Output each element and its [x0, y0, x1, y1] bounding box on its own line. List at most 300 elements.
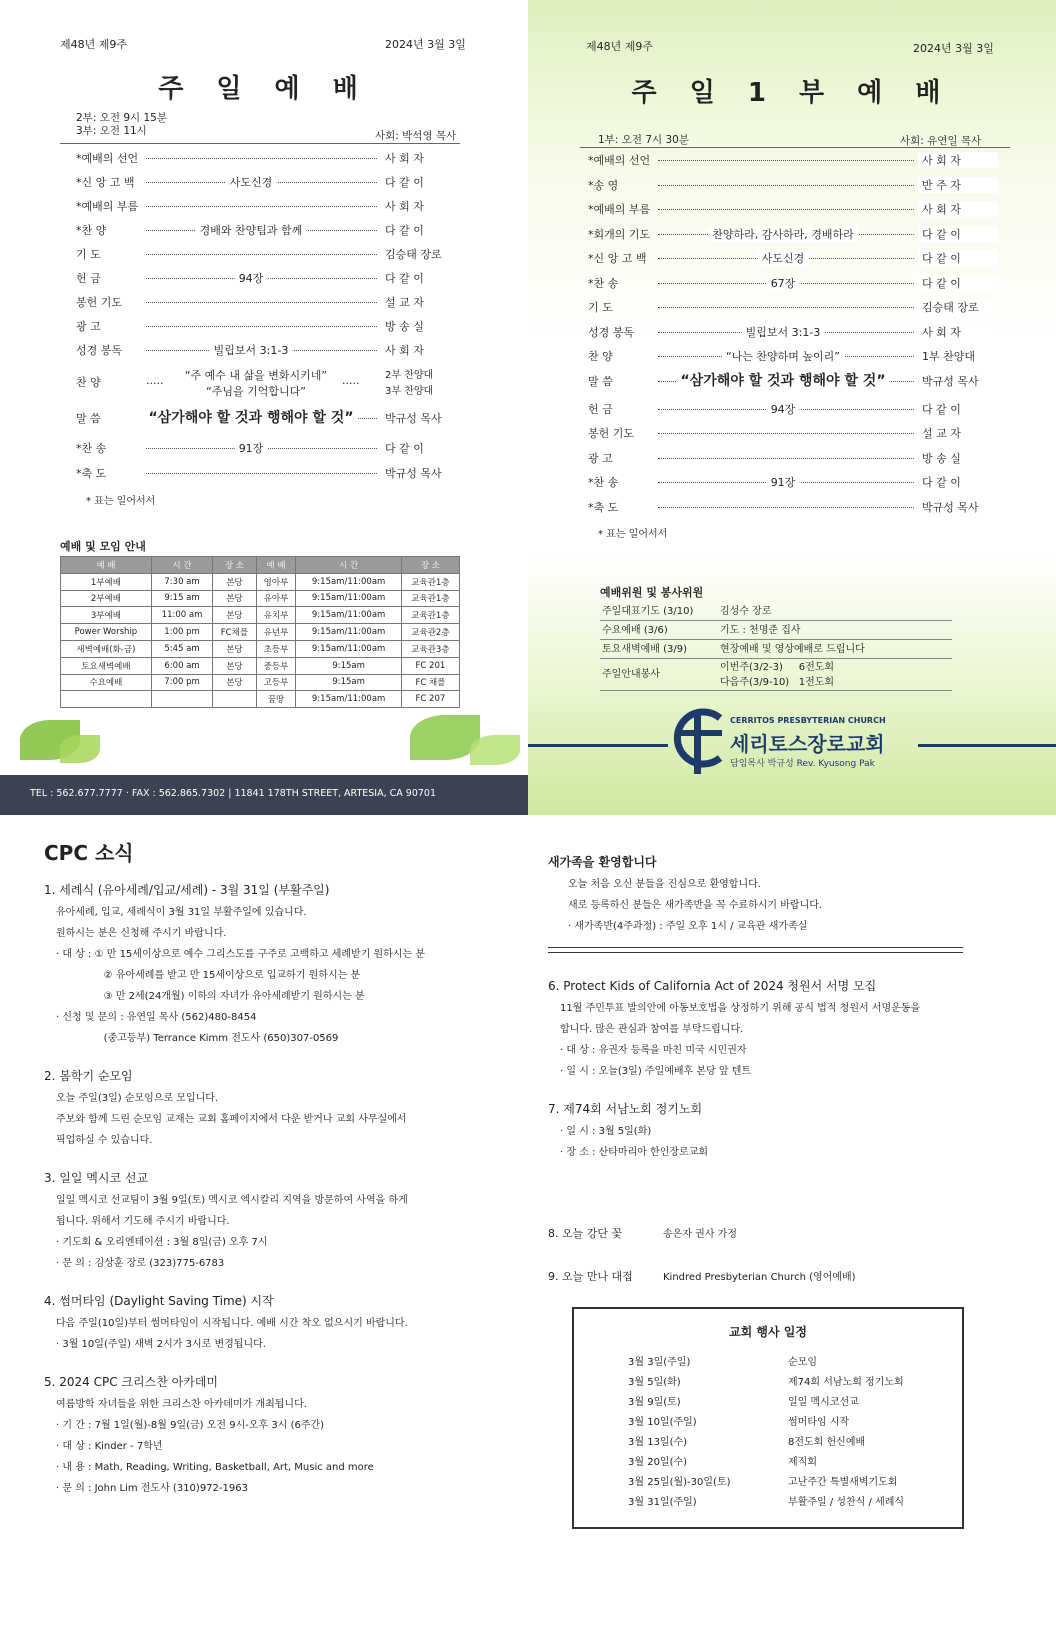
news-line: ② 유아세례를 받고 만 15세이상으로 입교하기 원하시는 분 — [56, 970, 361, 981]
item-content: 94장 — [767, 401, 800, 417]
table-cell: 새벽예배(화-금) — [61, 640, 152, 657]
item-responsible: 설 교 자 — [381, 294, 461, 310]
committee-row — [600, 621, 952, 640]
news-line: 됩니다. 위해서 기도해 주시기 바랍니다. — [56, 1216, 230, 1227]
dot-leader — [146, 158, 377, 159]
item-responsible: 다 같 이 — [918, 275, 998, 291]
worship-item — [76, 294, 456, 318]
news-item — [44, 1373, 504, 1499]
event-row — [628, 1373, 948, 1393]
news-item — [44, 1169, 504, 1274]
table-cell: Power Worship — [61, 624, 152, 641]
table-cell — [151, 691, 212, 708]
item-label: *신 앙 고 백 — [588, 252, 647, 265]
item-label: *찬 양 — [76, 224, 107, 237]
item-label: *예배의 부름 — [588, 203, 651, 216]
service-time: 1부: 오전 7시 30분 — [598, 134, 689, 146]
news-line: 일일 멕시코 선교팀이 3월 9일(토) 멕시코 엑시칼리 지역을 방문하여 사역을 하게 — [56, 1195, 408, 1206]
divider — [548, 947, 963, 953]
worship-item — [588, 299, 1008, 323]
item-label: *예배의 선언 — [76, 152, 139, 165]
item-label: 성경 봉독 — [588, 325, 635, 339]
meal-value: Kindred Presbyterian Church (영어예배) — [663, 1272, 856, 1283]
item-label: *회개의 기도 — [588, 227, 651, 241]
table-header-row — [61, 557, 460, 574]
news-page-right — [528, 815, 1056, 1632]
table-cell: 중등부 — [256, 657, 296, 674]
item-label: *축 도 — [588, 500, 619, 514]
table-row — [61, 590, 460, 607]
news-item — [548, 977, 978, 1082]
table-cell: 토요새벽예배 — [61, 657, 152, 674]
news-line: · 일 시 : 3월 5일(화) — [560, 1126, 652, 1137]
table-cell: 본당 — [213, 590, 256, 607]
news-item — [44, 1067, 504, 1151]
worship-item — [588, 226, 1008, 250]
item-responsible: 방 송 실 — [381, 318, 461, 334]
event-row — [628, 1433, 948, 1453]
committee-row — [600, 602, 952, 621]
table-cell: 유치부 — [256, 607, 296, 624]
committee-row — [600, 659, 952, 691]
flowers-heading: 8. 오늘 강단 꽃 — [548, 1227, 623, 1240]
table-cell: 본당 — [213, 674, 256, 691]
committee-row — [600, 640, 952, 659]
table-cell: 꿈땅 — [256, 691, 296, 708]
order-of-worship — [76, 150, 456, 510]
table-cell: 유년부 — [256, 624, 296, 641]
committee-member: 현장예배 및 영상예배로 드립니다 — [720, 644, 865, 655]
news-item — [44, 881, 504, 1049]
news-heading: 3. 일일 멕시코 선교 — [44, 1171, 149, 1185]
table-cell — [61, 691, 152, 708]
item-content: 사도신경 — [226, 174, 277, 190]
item-responsible: 박규성 목사 — [918, 373, 998, 389]
item-responsible: 박규성 목사 — [918, 499, 998, 515]
table-cell: 1부예배 — [61, 573, 152, 590]
meal-heading: 9. 오늘 만나 대접 — [548, 1270, 633, 1283]
item-label: 헌 금 — [76, 272, 101, 285]
event-row — [628, 1473, 948, 1493]
worship-item — [76, 222, 456, 246]
event-name: 썸머타임 시작 — [788, 1417, 850, 1428]
event-row — [628, 1493, 948, 1513]
item-label: 말 씀 — [588, 374, 613, 388]
event-date: 3월 5일(화) — [628, 1377, 681, 1388]
table-cell: 본당 — [213, 573, 256, 590]
item-label: *예배의 선언 — [588, 154, 651, 167]
news-heading: 5. 2024 CPC 크리스찬 아카데미 — [44, 1375, 218, 1389]
table-cell: 본당 — [213, 657, 256, 674]
event-row — [628, 1393, 948, 1413]
event-name: 제직회 — [788, 1457, 817, 1468]
table-cell: 유아부 — [256, 590, 296, 607]
item-label: *찬 송 — [588, 276, 619, 290]
anthem-titles — [176, 368, 336, 400]
news-heading: 4. 썸머타임 (Daylight Saving Time) 시작 — [44, 1294, 274, 1308]
table-cell: FC 207 — [401, 691, 459, 708]
item-content: 경배와 찬양팀과 함께 — [196, 222, 307, 238]
committee-member: 김성수 장로 — [720, 606, 772, 617]
item-label: 기 도 — [588, 301, 613, 314]
schedule-title: 예배 및 모임 안내 — [60, 540, 146, 553]
column-header: 장 소 — [401, 557, 459, 574]
dot-leader — [658, 185, 914, 186]
worship-item — [76, 270, 456, 294]
news-line: · 3월 10일(주일) 새벽 2시가 3시로 변경됩니다. — [56, 1339, 266, 1350]
dot-leader — [658, 458, 914, 459]
item-label: *축 도 — [76, 467, 107, 480]
sermon-item — [76, 410, 456, 434]
dot-leader — [658, 507, 914, 508]
dot-leader — [146, 206, 377, 207]
news-line: (중고등부) Terrance Kimm 전도사 (650)307-0569 — [56, 1033, 339, 1044]
item-responsible: 다 같 이 — [918, 401, 998, 417]
worship-item — [76, 342, 456, 366]
item-content: “나는 찬양하며 높이리” — [722, 348, 844, 364]
news-line: · 일 시 : 오늘(3일) 주일예배후 본당 앞 텐트 — [560, 1066, 752, 1077]
issue-number: 제48년 제9주 — [60, 38, 127, 51]
item-label: 말 씀 — [76, 412, 101, 425]
news-line: · 대 상 : Kinder - 7학년 — [56, 1441, 163, 1452]
event-date: 3월 13일(수) — [628, 1437, 688, 1448]
news-line: 유아세례, 입교, 세례식이 3월 31일 부활주일에 있습니다. — [56, 907, 307, 918]
news-line: ③ 만 2세(24개월) 이하의 자녀가 유아세례받기 원하시는 분 — [56, 991, 365, 1002]
table-cell: 고등부 — [256, 674, 296, 691]
service-leader: 사회: 유연일 목사 — [900, 135, 982, 147]
dot-leader — [146, 254, 377, 255]
item-responsible: 사 회 자 — [918, 201, 998, 217]
worship-item — [588, 499, 1008, 523]
worship-item — [588, 275, 1008, 299]
leaf-decoration — [470, 735, 520, 765]
committee-role: 주일대표기도 (3/10) — [602, 606, 694, 617]
contact-footer: TEL : 562.677.7777 · FAX : 562.865.7302 | 11841 178TH STREET, ARTESIA, CA 90701 — [0, 775, 528, 815]
page-title: 주 일 예 배 — [158, 74, 370, 104]
worship-item — [76, 150, 456, 174]
worship-item — [588, 250, 1008, 274]
item-responsible: 사 회 자 — [381, 342, 461, 358]
worship-item — [588, 177, 1008, 201]
table-cell: 9:15am — [296, 657, 401, 674]
item-content: 91장 — [767, 474, 800, 490]
divider — [580, 147, 1010, 148]
news-heading: 1. 세례식 (유아세례/입교/세례) - 3월 31일 (부활주일) — [44, 883, 330, 897]
dot-leader — [658, 433, 914, 434]
news-heading: 6. Protect Kids of California Act of 2024 청원서 서명 모집 — [548, 979, 877, 993]
worship-item — [588, 324, 1008, 348]
choir-3: 3부 찬양대 — [385, 386, 434, 397]
event-date: 3월 3일(주일) — [628, 1357, 691, 1368]
event-name: 부활주일 / 성찬식 / 세례식 — [788, 1497, 905, 1508]
bulletin-page-main-service — [0, 0, 528, 815]
item-content: “삼가해야 할 것과 행해야 할 것” — [676, 370, 889, 390]
news-line: 11월 주민투표 발의안에 아동보호법을 상정하기 위해 공식 법적 청원서 서명운동을 — [560, 1003, 921, 1014]
news-line: 여름방학 자녀들을 위한 크리스찬 아카데미가 개최됩니다. — [56, 1399, 307, 1410]
table-cell: 9:15am/11:00am — [296, 590, 401, 607]
committee-member: 기도 : 천명준 집사 — [720, 625, 801, 636]
events-title: 교회 행사 일정 — [729, 1325, 807, 1339]
event-name: 순모임 — [788, 1357, 817, 1368]
event-date: 3월 25일(월)-30일(토) — [628, 1477, 731, 1488]
table-cell: 교육관1층 — [401, 607, 459, 624]
item-responsible: 다 같 이 — [918, 226, 998, 242]
schedule-table — [60, 556, 460, 708]
event-name: 제74회 서남노회 정기노회 — [788, 1377, 904, 1388]
table-cell: 7:00 pm — [151, 674, 212, 691]
table-cell: 9:15am/11:00am — [296, 691, 401, 708]
item-responsible: 다 같 이 — [381, 222, 461, 238]
table-row — [61, 624, 460, 641]
item-responsible: 설 교 자 — [918, 425, 998, 441]
event-name: 8전도회 헌신예배 — [788, 1437, 866, 1448]
events-list — [628, 1353, 948, 1513]
table-cell: 2부예배 — [61, 590, 152, 607]
greeters-this-week: 이번주(3/2-3) 6전도회 — [720, 662, 835, 673]
pastor-name: 담임목사 박규성 Rev. Kyusong Pak — [730, 759, 875, 769]
item-label: 봉헌 기도 — [588, 427, 635, 440]
welcome-line: 오늘 처음 오신 분들을 진심으로 환영합니다. — [568, 879, 761, 890]
news-heading: 2. 봄학기 순모임 — [44, 1069, 133, 1083]
news-line: · 문 의 : 김상훈 장로 (323)775-6783 — [56, 1258, 225, 1269]
welcome-heading: 새가족을 환영합니다 — [548, 855, 657, 869]
table-cell: 영아부 — [256, 573, 296, 590]
meal-host — [548, 1268, 856, 1284]
table-row — [61, 640, 460, 657]
item-content: 빌립보서 3:1-3 — [742, 324, 825, 340]
divider — [60, 143, 460, 144]
news-line: 합니다. 많은 관심과 참여를 부탁드립니다. — [560, 1024, 744, 1035]
column-header: 장 소 — [213, 557, 256, 574]
table-cell: 9:15am/11:00am — [296, 640, 401, 657]
item-content: 91장 — [235, 440, 268, 456]
events-box — [572, 1307, 964, 1529]
item-label: 광 고 — [76, 320, 101, 333]
column-header: 시 간 — [151, 557, 212, 574]
item-responsible: 다 같 이 — [918, 250, 998, 266]
column-header: 예 배 — [256, 557, 296, 574]
news-line: 원하시는 분은 신청해 주시기 바랍니다. — [56, 928, 227, 939]
table-cell: 교육관3층 — [401, 640, 459, 657]
table-cell: 3부예배 — [61, 607, 152, 624]
order-of-worship — [588, 152, 1008, 542]
dot-leader — [658, 209, 914, 210]
item-content: 94장 — [235, 270, 268, 286]
service-times — [76, 112, 167, 138]
page-title: 주 일 1 부 예 배 — [631, 78, 953, 108]
choir-2: 2부 찬양대 — [385, 370, 434, 381]
table-cell: 9:15am/11:00am — [296, 624, 401, 641]
item-label: 기 도 — [76, 248, 101, 261]
column-header: 예 배 — [61, 557, 152, 574]
church-name-en: CERRITOS PRESBYTERIAN CHURCH — [730, 716, 886, 725]
service-leader: 사회: 박석영 목사 — [375, 130, 457, 142]
news-line: · 장 소 : 산타마리아 한인장로교회 — [560, 1147, 709, 1158]
item-content: 빌립보서 3:1-3 — [210, 342, 293, 358]
item-label: 찬 양 — [588, 350, 613, 363]
church-name-ko: 세리토스장로교회 — [730, 732, 885, 756]
item-responsible: 1부 찬양대 — [918, 348, 998, 364]
welcome-section — [548, 853, 968, 937]
table-cell: 9:15am/11:00am — [296, 607, 401, 624]
worship-item — [588, 450, 1008, 474]
greeters-next-week: 다음주(3/9-10) 1전도회 — [720, 677, 835, 688]
table-cell: 7:30 am — [151, 573, 212, 590]
news-line: · 기 간 : 7월 1일(월)-8월 9일(금) 오전 9시-오후 3시 (6주간) — [56, 1420, 325, 1431]
table-row — [61, 573, 460, 590]
news-line: · 대 상 : ① 만 15세이상으로 예수 그리스도를 구주로 고백하고 세례받기 원하시는 분 — [56, 949, 426, 960]
anthem-item — [76, 368, 456, 404]
news-heading: 7. 제74회 서남노회 정기노회 — [548, 1102, 703, 1116]
news-item — [44, 1292, 504, 1355]
table-cell: 1:00 pm — [151, 624, 212, 641]
standing-note: * 표는 일어서서 — [598, 529, 668, 540]
event-row — [628, 1413, 948, 1433]
service-time-2: 2부: 오전 9시 15분 — [76, 112, 167, 124]
item-label: *찬 송 — [588, 476, 619, 489]
table-cell: 초등부 — [256, 640, 296, 657]
item-responsible: 박규성 목사 — [381, 465, 461, 481]
worship-item — [588, 401, 1008, 425]
item-label: *신 앙 고 백 — [76, 176, 135, 189]
item-responsible: 사 회 자 — [381, 150, 461, 166]
item-label: 찬 양 — [76, 376, 101, 389]
committee-role: 주일안내봉사 — [602, 669, 660, 680]
standing-note: * 표는 일어서서 — [86, 496, 156, 507]
news-sections — [44, 881, 504, 1517]
news-item — [548, 1100, 978, 1163]
dot-leader: ..... — [146, 374, 164, 387]
event-date: 3월 10일(주일) — [628, 1417, 697, 1428]
table-cell: 교육관1층 — [401, 590, 459, 607]
item-responsible: 다 같 이 — [918, 474, 998, 490]
worship-item — [76, 246, 456, 270]
service-time-3: 3부: 오전 11시 — [76, 125, 147, 137]
item-label: 성경 봉독 — [76, 344, 123, 357]
worship-item — [76, 318, 456, 342]
table-row — [61, 657, 460, 674]
worship-item — [76, 465, 456, 489]
church-logo — [668, 706, 918, 776]
event-row — [628, 1453, 948, 1473]
leaf-decoration — [60, 735, 100, 763]
news-line: 픽업하실 수 있습니다. — [56, 1135, 153, 1146]
table-cell: 본당 — [213, 607, 256, 624]
committee-role: 수요예배 (3/6) — [602, 625, 668, 636]
worship-item — [588, 425, 1008, 449]
event-row — [628, 1353, 948, 1373]
dot-leader — [146, 473, 377, 474]
news-line: · 내 용 : Math, Reading, Writing, Basketball, Art, Music and more — [56, 1462, 374, 1473]
worship-item — [588, 373, 1008, 397]
item-responsible: 방 송 실 — [918, 450, 998, 466]
item-responsible: 김승태 장로 — [381, 246, 461, 262]
anthem-title-3: “주님을 기억합니다” — [206, 385, 306, 398]
table-cell: 교육관1층 — [401, 573, 459, 590]
table-row — [61, 691, 460, 708]
welcome-line: · 새가족반(4주과정) : 주일 오후 1시 / 교육관 새가족실 — [568, 921, 808, 932]
dot-leader — [658, 160, 914, 161]
table-cell: 본당 — [213, 640, 256, 657]
table-cell: FC 201 — [401, 657, 459, 674]
item-responsible: 사 회 자 — [381, 198, 461, 214]
flowers-value: 송은자 권사 가정 — [663, 1229, 737, 1240]
worship-item — [588, 201, 1008, 225]
item-content: 67장 — [767, 275, 800, 291]
table-cell: 9:15 am — [151, 590, 212, 607]
cross-logo-icon — [668, 706, 728, 776]
event-name: 일일 멕시코선교 — [788, 1397, 859, 1408]
worship-item — [588, 474, 1008, 498]
worship-item — [76, 198, 456, 222]
issue-number: 제48년 제9주 — [586, 40, 653, 53]
table-cell: 교육관2층 — [401, 624, 459, 641]
news-line: 다음 주일(10일)부터 썸머타임이 시작됩니다. 예배 시간 착오 없으시기 바랍니다. — [56, 1318, 408, 1329]
logo-line — [918, 744, 1056, 747]
item-label: 광 고 — [588, 451, 613, 465]
item-responsible: 다 같 이 — [381, 440, 461, 456]
item-responsible: 다 같 이 — [381, 270, 461, 286]
table-cell: 수요예배 — [61, 674, 152, 691]
altar-flowers — [548, 1225, 737, 1241]
item-responsible: 사 회 자 — [918, 324, 998, 340]
bulletin-page-first-service — [528, 0, 1056, 815]
anthem-choirs — [385, 368, 433, 400]
item-content: 찬양하라, 감사하라, 경배하라 — [708, 226, 858, 242]
item-label: 헌 금 — [588, 402, 613, 416]
table-cell: 9:15am — [296, 674, 401, 691]
logo-line — [528, 744, 668, 747]
news-line: · 기도회 & 오리엔테이션 : 3월 8일(금) 오후 7시 — [56, 1237, 268, 1248]
news-line: 주보와 함께 드린 순모임 교재는 교회 홈페이지에서 다운 받거나 교회 사무실에서 — [56, 1114, 407, 1125]
item-responsible: 김승태 장로 — [918, 299, 998, 315]
column-header: 시 간 — [296, 557, 401, 574]
event-date: 3월 31일(주일) — [628, 1497, 697, 1508]
dot-leader — [658, 307, 914, 308]
worship-item — [76, 440, 456, 464]
item-label: *예배의 부름 — [76, 200, 139, 213]
anthem-title-2: “주 예수 내 삶을 변화시키네” — [184, 369, 328, 382]
item-content: 사도신경 — [758, 250, 809, 266]
item-responsible: 반 주 자 — [918, 177, 998, 193]
dot-leader — [146, 326, 377, 327]
table-cell — [213, 691, 256, 708]
event-date: 3월 20일(수) — [628, 1457, 688, 1468]
news-title: CPC 소식 — [44, 841, 134, 865]
committee-role: 토요새벽예배 (3/9) — [602, 644, 688, 655]
table-cell: FC 채플 — [401, 674, 459, 691]
item-responsible: 사 회 자 — [918, 152, 998, 168]
table-cell: 6:00 am — [151, 657, 212, 674]
item-content: “삼가해야 할 것과 행해야 할 것” — [144, 407, 357, 427]
welcome-line: 새로 등록하신 분들은 새가족반을 꼭 수료하시기 바랍니다. — [568, 900, 823, 911]
committee-title: 예배위원 및 봉사위원 — [600, 586, 704, 599]
news-line: 오늘 주일(3일) 순모임으로 모입니다. — [56, 1093, 219, 1104]
news-line: · 대 상 : 유권자 등록을 마친 미국 시민권자 — [560, 1045, 747, 1056]
table-cell: 9:15am/11:00am — [296, 573, 401, 590]
table-cell: 5:45 am — [151, 640, 212, 657]
dot-leader — [146, 302, 377, 303]
committee-list — [600, 602, 952, 691]
table-row — [61, 674, 460, 691]
worship-item — [588, 348, 1008, 372]
news-sections — [548, 977, 978, 1181]
worship-item — [588, 152, 1008, 176]
worship-item — [76, 174, 456, 198]
table-cell: FC채플 — [213, 624, 256, 641]
event-name: 고난주간 특별새벽기도회 — [788, 1477, 898, 1488]
table-row — [61, 607, 460, 624]
